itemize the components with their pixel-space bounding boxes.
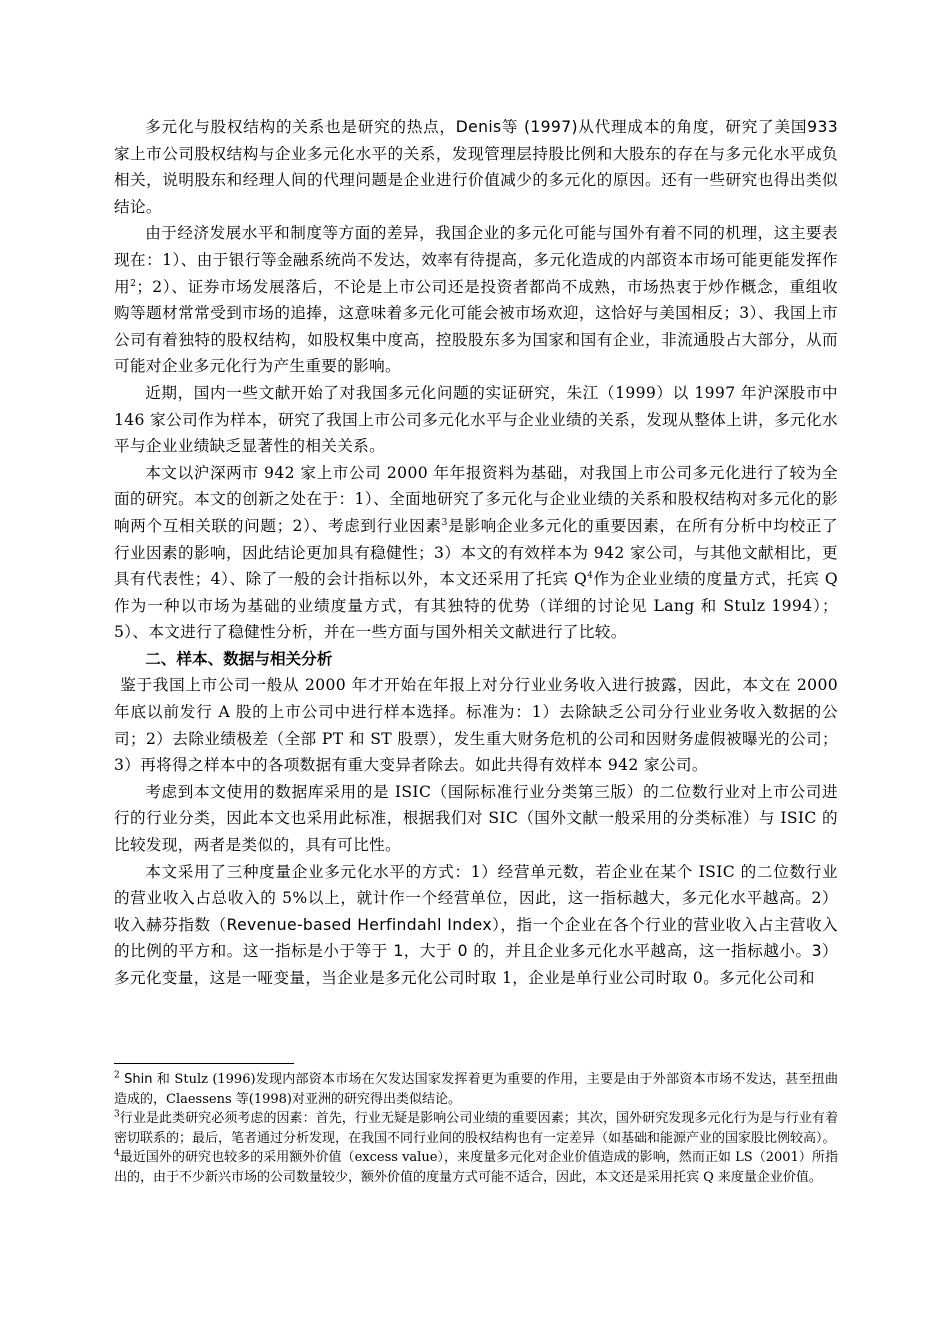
author-denis: Denis — [455, 118, 502, 136]
footnote-ref-3[interactable]: 3 — [441, 517, 448, 528]
term-rbhi: Revenue-based Herfindahl Index — [226, 915, 492, 934]
paragraph-sample-selection: 鉴于我国上市公司一般从 2000 年才开始在年报上对分行业业务收入进行披露，因此，本文在 2000 年底以前发行 A 股的上市公司中进行样本选择。标准为：1）去除缺乏公司分行业业务收入数据的公司；2）去除业绩极差（全部 PT 和 ST 股票），发生重大财务危机的公司和因财务虚假被曝光的公司；3）再将得之样本中的各项数据有重大变异者除去。如此共得有效样本 942 家公司。 — [114, 676, 838, 775]
sample-count: 933 — [807, 118, 838, 136]
footnote-4 — [114, 1148, 838, 1187]
footnote-ref-2[interactable]: 2 — [130, 278, 137, 289]
footnote-2 — [114, 1070, 838, 1109]
footnote-ref-4[interactable]: 4 — [587, 570, 594, 581]
footnote-text: 和 Stulz (1996)发现内部资本市场在欠发达国家发挥着更为重要的作用，主要是由于外部资本市场不发达，甚至扭曲造成的，Claessens 等(1998)对亚洲的研究得出类似结论。 — [114, 1072, 838, 1107]
text-run: 本文以沪深两市 942 家上市公司 2000 年年报资料为基础，对我国上市公司多元化进行了较为全面的研究。本文的创新之处在于：1）、全面地研究了多元化与企业业绩的关系和股权结构对多元化的影响两个互相关联的问题；2）、考虑到行业因素 — [114, 463, 838, 535]
text-run: 由于经济发展水平和制度等方面的差异，我国企业的多元化可能与国外有着不同的机理，这主要表现在：1）、由于银行等金融系统尚不发达，效率有待提高，多元化造成的内部资本市场可能更能发挥作用 — [114, 224, 838, 296]
footnote-text: 行业是此类研究必须考虑的因素：首先，行业无疑是影响公司业绩的重要因素；其次，国外研究发现多元化行为是与行业有着密切联系的；最后，笔者通过分析发现，在我国不同行业间的股权结构也有一定差异（如基础和能源产业的国家股比例较高）。 — [114, 1111, 838, 1146]
footnote-marker: 2 — [114, 1070, 120, 1081]
text-run: ），指一个企业在各个行业的营业收入占主营收入的比例的平方和。这一指标是小于等于 — [114, 915, 838, 961]
value-zero: 0 — [457, 942, 468, 961]
footnote-text: 最近国外的研究也较多的采用额外价值（excess value），来度量多元化对企业价值造成的影响，然而正如 LS（2001）所指出的，由于不少新兴市场的公司数量较少，额外价值的度量方式可能不适合，因此，本文还是采用托宾 Q 来度量企业价值。 — [114, 1150, 838, 1185]
paragraph-industry-classification: 考虑到本文使用的数据库采用的是 ISIC（国际标准行业分类第三版）的二位数行业对上市公司进行的行业分类，因此本文也采用此标准，根据我们对 SIC（国外文献一般采用的分类标准）与 ISIC 的比较发现，两者是类似的，具有可比性。 — [114, 782, 838, 855]
text-run: 作为企业业绩的度量方式，托宾 Q 作为一种以市场为基础的业绩度量方式，有其独特的优势（详细的讨论见 Lang 和 Stulz 1994）；5）、本文进行了稳健性分析，并在一些方面与国外相关文献进行了比较。 — [114, 570, 838, 642]
text-run: ）多元化变量，这是一哑变量，当企业是多元化公司时取 1，企业是单行业公司时取 0。多元化公司和 — [114, 942, 838, 987]
text-run: ；2）、证券市场发展落后，不论是上市公司还是投资者都尚不成熟，市场热衷于炒作概念，重组收购等题材常常受到市场的追捧，这意味着多元化可能会被市场欢迎，这恰好与美国相反；3）、我国上市公司有着独特的股权结构，如股权集中度高，控股股东多为国家和国有企业，非流通股占大部分，从而可能对企业多元化行为产生重要的影响。 — [114, 277, 838, 376]
section-heading: 二、样本、数据与相关分析 — [145, 648, 333, 668]
text-run: 家上市公司股权结构与企业多元化水平的关系，发现管理层持股比例和大股东的存在与多元化水平成负相关，说明股东和经理人间的代理问题是企业进行价值减少的多元化的原因。还有一些研究也得出类似结论。 — [114, 144, 838, 216]
text-run: 多元化与股权结构的关系也是研究的热点， — [145, 118, 456, 136]
footnotes — [114, 1070, 838, 1187]
text-run: 的，并且企业多元化水平越高，这一指标越小。 — [467, 942, 812, 961]
footnote-separator — [114, 1063, 294, 1064]
item-number: 3 — [811, 942, 822, 961]
author-shin: Shin — [119, 1072, 157, 1087]
text-run: 等 — [501, 118, 524, 136]
footnote-3 — [114, 1109, 838, 1148]
paragraph-china-mechanism — [114, 220, 838, 380]
text-run: 从代理成本的角度，研究了美国 — [577, 118, 808, 136]
citation-year: (1997) — [523, 118, 578, 136]
text-run: 本文采用了三种度量企业多元化水平的方式：1）经营单元数，若企业在某个 ISIC 的二位数行业的营业收入占总收入的 5%以上，就计作一个经营单位，因此，这一指标越大，多元化水平越高。2）收入赫芬指数（ — [114, 862, 838, 934]
text-run: 是影响企业多元化的重要因素，在所有分析中均校正了行业因素的影响，因此结论更加具有稳健性；3）本文的有效样本为 942 家公司，与其他文献相比，更具有代表性；4）、除了一般的会计指标以外，本文还采用了托宾 Q — [114, 516, 838, 589]
paragraph-domestic-literature: 近期，国内一些文献开始了对我国多元化问题的实证研究，朱江（1999）以 1997 年沪深股市中 146 家公司作为样本，研究了我国上市公司多元化水平与企业业绩的关系，发现从整体上讲，多元化水平与企业业绩缺乏显著性的相关关系。 — [114, 383, 838, 456]
main-text — [114, 114, 838, 992]
text-run: ，大于 — [403, 942, 458, 961]
paragraph-contributions — [114, 460, 838, 646]
value-one: 1 — [393, 942, 404, 961]
footnote-marker: 4 — [114, 1148, 120, 1159]
paragraph-diversification-measures — [114, 859, 838, 992]
footnote-marker: 3 — [114, 1109, 120, 1120]
paragraph-diversification-ownership — [114, 114, 838, 220]
